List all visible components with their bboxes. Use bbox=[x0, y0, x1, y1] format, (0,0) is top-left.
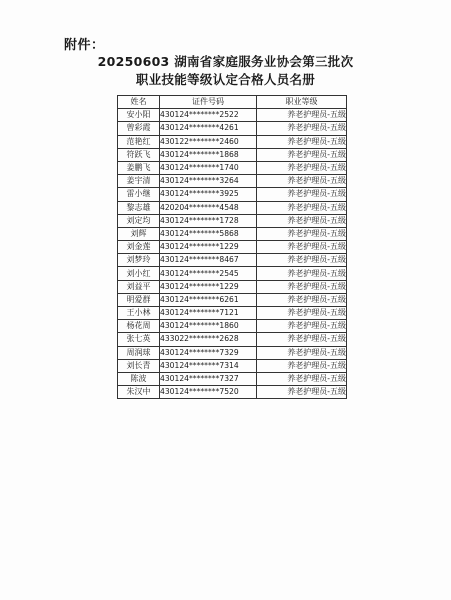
table-row bbox=[118, 241, 347, 254]
cell-id-number: 430124********2522 bbox=[160, 109, 257, 122]
cell-level: 养老护理员-五级 bbox=[257, 346, 347, 359]
table-row bbox=[118, 227, 347, 240]
cell-level: 养老护理员-五级 bbox=[257, 320, 347, 333]
qualified-personnel-table bbox=[117, 95, 347, 399]
table-row bbox=[118, 333, 347, 346]
cell-name: 刘益平 bbox=[118, 280, 160, 293]
table-row bbox=[118, 122, 347, 135]
table-row bbox=[118, 214, 347, 227]
table-row bbox=[118, 161, 347, 174]
cell-level: 养老护理员-五级 bbox=[257, 161, 347, 174]
cell-name: 姜鹏飞 bbox=[118, 161, 160, 174]
table-row bbox=[118, 148, 347, 161]
cell-name: 范艳红 bbox=[118, 135, 160, 148]
cell-name: 杨花周 bbox=[118, 320, 160, 333]
table-row bbox=[118, 175, 347, 188]
cell-level: 养老护理员-五级 bbox=[257, 109, 347, 122]
cell-id-number: 430124********4261 bbox=[160, 122, 257, 135]
cell-id-number: 430124********1229 bbox=[160, 241, 257, 254]
cell-level: 养老护理员-五级 bbox=[257, 254, 347, 267]
cell-id-number: 433022********2628 bbox=[160, 333, 257, 346]
cell-level: 养老护理员-五级 bbox=[257, 135, 347, 148]
cell-name: 刘定均 bbox=[118, 214, 160, 227]
cell-id-number: 430124********8467 bbox=[160, 254, 257, 267]
cell-level: 养老护理员-五级 bbox=[257, 333, 347, 346]
cell-name: 刘金莲 bbox=[118, 241, 160, 254]
cell-level: 养老护理员-五级 bbox=[257, 175, 347, 188]
cell-name: 朱汉中 bbox=[118, 386, 160, 399]
document-title-line-1: 20250603 湖南省家庭服务业协会第三批次 bbox=[97, 54, 354, 69]
header-name: 姓名 bbox=[118, 96, 160, 109]
table-row bbox=[118, 188, 347, 201]
cell-name: 姜宇清 bbox=[118, 175, 160, 188]
table-row bbox=[118, 109, 347, 122]
cell-name: 雷小继 bbox=[118, 188, 160, 201]
cell-level: 养老护理员-五级 bbox=[257, 188, 347, 201]
table-row bbox=[118, 254, 347, 267]
cell-name: 符跃飞 bbox=[118, 148, 160, 161]
cell-name: 周润球 bbox=[118, 346, 160, 359]
cell-id-number: 430124********3925 bbox=[160, 188, 257, 201]
cell-level: 养老护理员-五级 bbox=[257, 386, 347, 399]
table-header-row bbox=[118, 96, 347, 109]
table-row bbox=[118, 280, 347, 293]
cell-level: 养老护理员-五级 bbox=[257, 122, 347, 135]
cell-id-number: 430124********7121 bbox=[160, 307, 257, 320]
cell-id-number: 430124********7329 bbox=[160, 346, 257, 359]
table-row bbox=[118, 372, 347, 385]
cell-level: 养老护理员-五级 bbox=[257, 148, 347, 161]
table-row bbox=[118, 267, 347, 280]
cell-id-number: 430124********7520 bbox=[160, 386, 257, 399]
table-row bbox=[118, 201, 347, 214]
cell-id-number: 430122********2460 bbox=[160, 135, 257, 148]
cell-level: 养老护理员-五级 bbox=[257, 280, 347, 293]
cell-level: 养老护理员-五级 bbox=[257, 267, 347, 280]
table-row bbox=[118, 320, 347, 333]
table-row bbox=[118, 135, 347, 148]
cell-level: 养老护理员-五级 bbox=[257, 241, 347, 254]
cell-id-number: 430124********5868 bbox=[160, 227, 257, 240]
cell-name: 刘小红 bbox=[118, 267, 160, 280]
cell-id-number: 430124********2545 bbox=[160, 267, 257, 280]
cell-id-number: 430124********1728 bbox=[160, 214, 257, 227]
table-row bbox=[118, 346, 347, 359]
cell-id-number: 430124********7314 bbox=[160, 359, 257, 372]
table-row bbox=[118, 293, 347, 306]
cell-level: 养老护理员-五级 bbox=[257, 293, 347, 306]
header-level: 职业等级 bbox=[257, 96, 347, 109]
cell-level: 养老护理员-五级 bbox=[257, 214, 347, 227]
cell-id-number: 430124********1229 bbox=[160, 280, 257, 293]
cell-name: 明爱群 bbox=[118, 293, 160, 306]
cell-name: 张七英 bbox=[118, 333, 160, 346]
document-title-line-2: 职业技能等级认定合格人员名册 bbox=[135, 72, 316, 87]
attachment-label: 附件： bbox=[64, 38, 105, 53]
cell-id-number: 430124********6261 bbox=[160, 293, 257, 306]
cell-level: 养老护理员-五级 bbox=[257, 201, 347, 214]
cell-id-number: 430124********1740 bbox=[160, 161, 257, 174]
header-id-number: 证件号码 bbox=[160, 96, 257, 109]
cell-level: 养老护理员-五级 bbox=[257, 372, 347, 385]
cell-name: 陈波 bbox=[118, 372, 160, 385]
cell-id-number: 430124********1860 bbox=[160, 320, 257, 333]
table-row bbox=[118, 359, 347, 372]
table-row bbox=[118, 386, 347, 399]
cell-level: 养老护理员-五级 bbox=[257, 227, 347, 240]
cell-name: 王小林 bbox=[118, 307, 160, 320]
cell-name: 刘梦玲 bbox=[118, 254, 160, 267]
cell-level: 养老护理员-五级 bbox=[257, 307, 347, 320]
cell-name: 刘长青 bbox=[118, 359, 160, 372]
cell-id-number: 430124********7327 bbox=[160, 372, 257, 385]
table-row bbox=[118, 307, 347, 320]
cell-name: 刘辉 bbox=[118, 227, 160, 240]
cell-name: 黎志雄 bbox=[118, 201, 160, 214]
cell-id-number: 430124********3264 bbox=[160, 175, 257, 188]
cell-id-number: 420204********4548 bbox=[160, 201, 257, 214]
cell-level: 养老护理员-五级 bbox=[257, 359, 347, 372]
cell-name: 曾彩霞 bbox=[118, 122, 160, 135]
cell-id-number: 430124********1868 bbox=[160, 148, 257, 161]
cell-name: 安小阳 bbox=[118, 109, 160, 122]
